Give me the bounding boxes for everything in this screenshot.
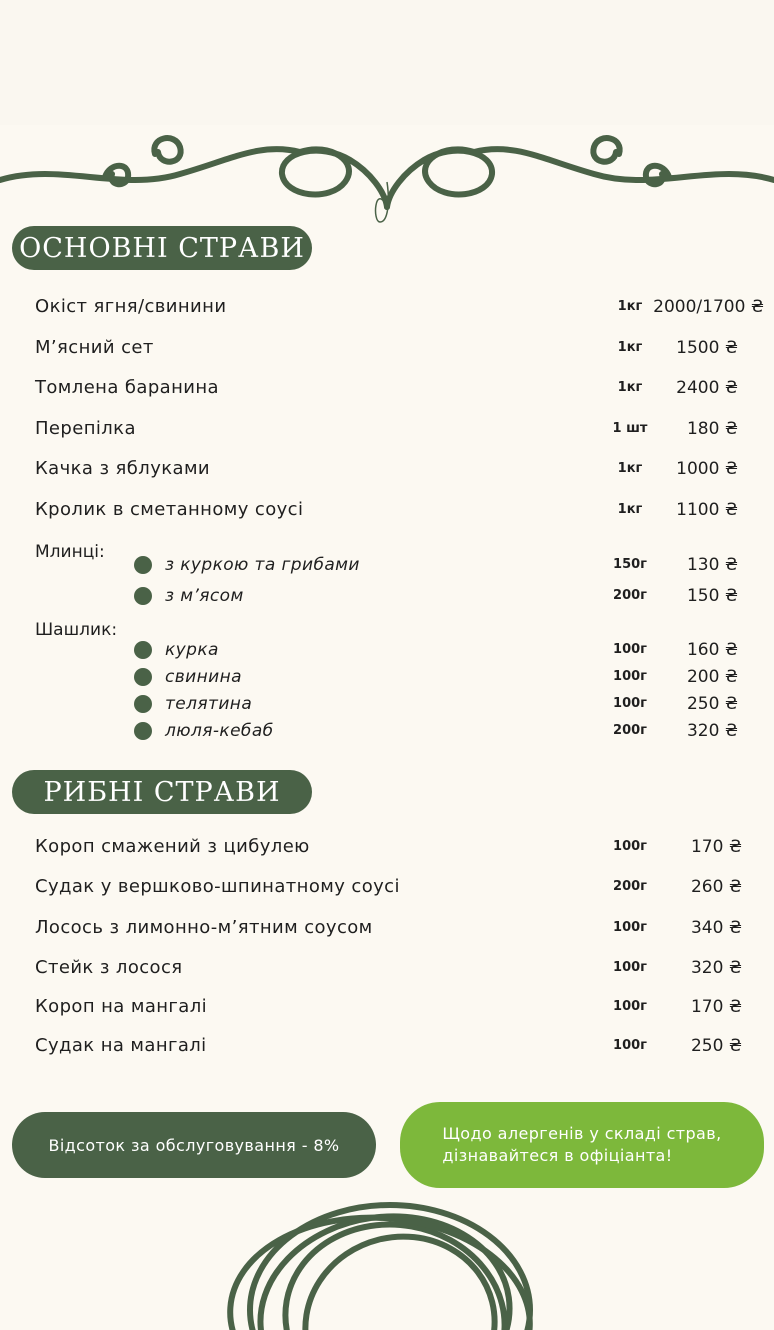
dish-portion: 100г: [613, 839, 647, 854]
sub-item: [0, 552, 774, 578]
bullet-dot-icon: [134, 722, 152, 740]
menu-item: [0, 832, 774, 862]
dish-price: 180 ₴: [686, 419, 738, 439]
dish-portion: 100г: [613, 960, 647, 975]
bullet-dot-icon: [134, 641, 152, 659]
dish-price: 1000 ₴: [676, 459, 738, 479]
dish-portion: 100г: [613, 999, 647, 1014]
sub-item: [0, 718, 774, 744]
dish-portion: 1 шт: [612, 421, 648, 436]
dish-name: Короп на мангалі: [35, 996, 208, 1017]
menu-item: [0, 872, 774, 902]
sub-item-portion: 200г: [613, 723, 647, 738]
sub-item-name: з куркою та грибами: [165, 555, 360, 575]
sub-item-price: 250 ₴: [686, 694, 738, 714]
menu-item: [0, 333, 774, 363]
dish-price: 340 ₴: [690, 918, 742, 938]
dish-price: 2400 ₴: [676, 378, 738, 398]
dish-price: 250 ₴: [690, 1036, 742, 1056]
menu-item: [0, 992, 774, 1022]
sub-item: [0, 664, 774, 690]
dish-portion: 1кг: [617, 380, 643, 395]
section-header-fish-dishes: РИБНІ СТРАВИ: [12, 770, 312, 814]
allergen-note-line: Щодо алергенів у складі страв,: [442, 1123, 722, 1143]
sub-item-price: 200 ₴: [686, 667, 738, 687]
menu-item: [0, 913, 774, 943]
dish-price: 170 ₴: [690, 837, 742, 857]
sub-item-price: 150 ₴: [686, 586, 738, 606]
dish-portion: 1кг: [617, 340, 643, 355]
sub-item-price: 160 ₴: [686, 640, 738, 660]
group-label-pancakes: Млинці:: [35, 542, 105, 562]
menu-item: [0, 1031, 774, 1061]
dish-name: Лосось з лимонно-м’ятним соусом: [35, 917, 373, 938]
scribble-decoration-icon: [0, 1190, 774, 1330]
dish-name: Короп смажений з цибулею: [35, 836, 310, 857]
dish-price: 170 ₴: [690, 997, 742, 1017]
dish-name: Перепілка: [35, 418, 136, 439]
menu-item: [0, 414, 774, 444]
sub-item-portion: 150г: [613, 557, 647, 572]
dish-name: Кролик в сметанному соусі: [35, 499, 304, 520]
dish-portion: 200г: [613, 879, 647, 894]
sub-item-portion: 100г: [613, 642, 647, 657]
menu-item: [0, 292, 774, 322]
menu-item: [0, 373, 774, 403]
dish-portion: 100г: [613, 1038, 647, 1053]
bullet-dot-icon: [134, 556, 152, 574]
allergen-note-line: дізнавайтеся в офіціанта!: [442, 1146, 673, 1165]
dish-name: М’ясний сет: [35, 337, 154, 358]
dish-price: 1100 ₴: [676, 500, 738, 520]
dish-price: 1500 ₴: [676, 338, 738, 358]
sub-item-portion: 100г: [613, 696, 647, 711]
group-label-shashlik: Шашлик:: [35, 620, 118, 640]
dish-portion: 100г: [613, 920, 647, 935]
sub-item: [0, 637, 774, 663]
sub-item-portion: 100г: [613, 669, 647, 684]
dish-portion: 1кг: [617, 299, 643, 314]
top-band: [0, 0, 774, 125]
menu-item: [0, 953, 774, 983]
dish-portion: 1кг: [617, 502, 643, 517]
allergen-note: [400, 1102, 764, 1188]
bullet-dot-icon: [134, 668, 152, 686]
dish-price: 320 ₴: [690, 958, 742, 978]
dish-name: Окіст ягня/свинини: [35, 296, 227, 317]
service-fee-note: Відсоток за обслуговування - 8%: [12, 1112, 376, 1178]
sub-item: [0, 691, 774, 717]
sub-item-price: 130 ₴: [686, 555, 738, 575]
sub-item-name: з м’ясом: [165, 586, 244, 606]
dish-price: 2000/1700 ₴: [653, 297, 764, 317]
sub-item-name: люля-кебаб: [165, 721, 274, 741]
dish-name: Стейк з лосося: [35, 957, 183, 978]
sub-item-price: 320 ₴: [686, 721, 738, 741]
sub-item-name: телятина: [165, 694, 253, 714]
menu-item: [0, 454, 774, 484]
dish-name: Томлена баранина: [35, 377, 219, 398]
sub-item-name: курка: [165, 640, 219, 660]
dish-name: Судак на мангалі: [35, 1035, 207, 1056]
sub-item: [0, 583, 774, 609]
sub-item-portion: 200г: [613, 588, 647, 603]
section-header-main-dishes: ОСНОВНІ СТРАВИ: [12, 226, 312, 270]
dish-portion: 1кг: [617, 461, 643, 476]
menu-item: [0, 495, 774, 525]
dish-name: Судак у вершково-шпинатному соусі: [35, 876, 400, 897]
sub-item-name: свинина: [165, 667, 242, 687]
swirl-divider-icon: [0, 122, 774, 232]
dish-name: Качка з яблуками: [35, 458, 211, 479]
dish-price: 260 ₴: [690, 877, 742, 897]
bullet-dot-icon: [134, 587, 152, 605]
bullet-dot-icon: [134, 695, 152, 713]
